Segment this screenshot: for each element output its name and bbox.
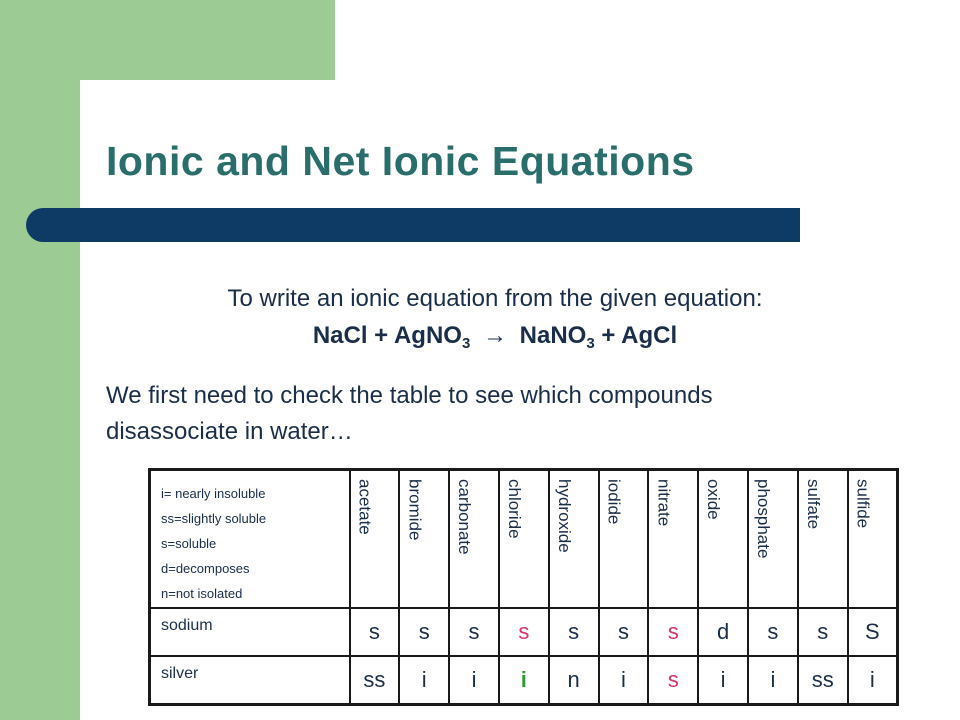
chemical-equation [100, 322, 890, 352]
anion-label: iodide [604, 479, 624, 525]
table-cell: s [748, 608, 798, 656]
table-cell: S [848, 608, 898, 656]
anion-label: phosphate [754, 479, 773, 559]
anion-label: chloride [504, 479, 524, 539]
reaction-arrow-icon: → [482, 322, 507, 349]
slide-title: Ionic and Net Ionic Equations [106, 138, 695, 184]
anion-label: sulfate [803, 479, 823, 530]
equation-subscript: 3 [461, 335, 471, 352]
table-cell: s [798, 608, 848, 656]
table-cell: i [698, 656, 748, 705]
legend-line: n=not isolated [161, 586, 243, 601]
solubility-table [148, 468, 899, 706]
column-header [399, 470, 449, 609]
intro-text: To write an ionic equation from the given equation: [227, 285, 763, 312]
row-label: silver [150, 656, 350, 705]
equation-product-2: + AgCl [601, 322, 678, 349]
table-cell: i [399, 656, 449, 705]
column-header [698, 470, 748, 609]
column-header [499, 470, 549, 609]
anion-label: acetate [355, 479, 375, 535]
instruction-paragraph: We first need to check the table to see which compounds disassociate in water… [106, 382, 713, 445]
anion-label: hydroxide [554, 479, 574, 553]
table-header-row [150, 470, 898, 609]
equation-subscript: 3 [586, 335, 595, 352]
legend-line: i= nearly insoluble [161, 486, 266, 501]
anion-label: oxide [704, 479, 724, 520]
table-cell: ss [350, 656, 400, 705]
column-header [798, 470, 848, 609]
equation-reactants: NaCl + AgNO [312, 322, 462, 349]
legend-line: s=soluble [161, 536, 217, 551]
column-header [848, 470, 898, 609]
table-cell: i [449, 656, 499, 705]
legend-cell [150, 470, 350, 609]
column-header [549, 470, 599, 609]
table-cell: i [599, 656, 649, 705]
column-header [350, 470, 400, 609]
table-cell: s [648, 608, 698, 656]
table-cell: i [499, 656, 549, 705]
column-header [449, 470, 499, 609]
table-cell: s [648, 656, 698, 705]
anion-label: bromide [405, 479, 425, 541]
legend-line: ss=slightly soluble [161, 511, 267, 526]
title-underline-bar [26, 208, 800, 242]
legend-line: d=decomposes [161, 561, 250, 576]
row-label: sodium [150, 608, 350, 656]
table-cell: s [350, 608, 400, 656]
green-top-band [0, 0, 335, 80]
anion-label: carbonate [455, 479, 475, 555]
table-cell: n [549, 656, 599, 705]
column-header [748, 470, 798, 609]
column-header [599, 470, 649, 609]
table-cell: d [698, 608, 748, 656]
green-side-band [0, 0, 80, 720]
table-cell: s [449, 608, 499, 656]
equation-product-1: NaNO [519, 322, 587, 349]
anion-label: nitrate [654, 479, 674, 527]
table-cell: s [599, 608, 649, 656]
column-header [648, 470, 698, 609]
table-row [150, 656, 898, 705]
table-cell: s [399, 608, 449, 656]
table-row [150, 608, 898, 656]
table-cell: s [549, 608, 599, 656]
table-cell: ss [798, 656, 848, 705]
table-cell: i [848, 656, 898, 705]
anion-label: sulfide [853, 479, 873, 529]
table-cell: s [499, 608, 549, 656]
table-cell: i [748, 656, 798, 705]
